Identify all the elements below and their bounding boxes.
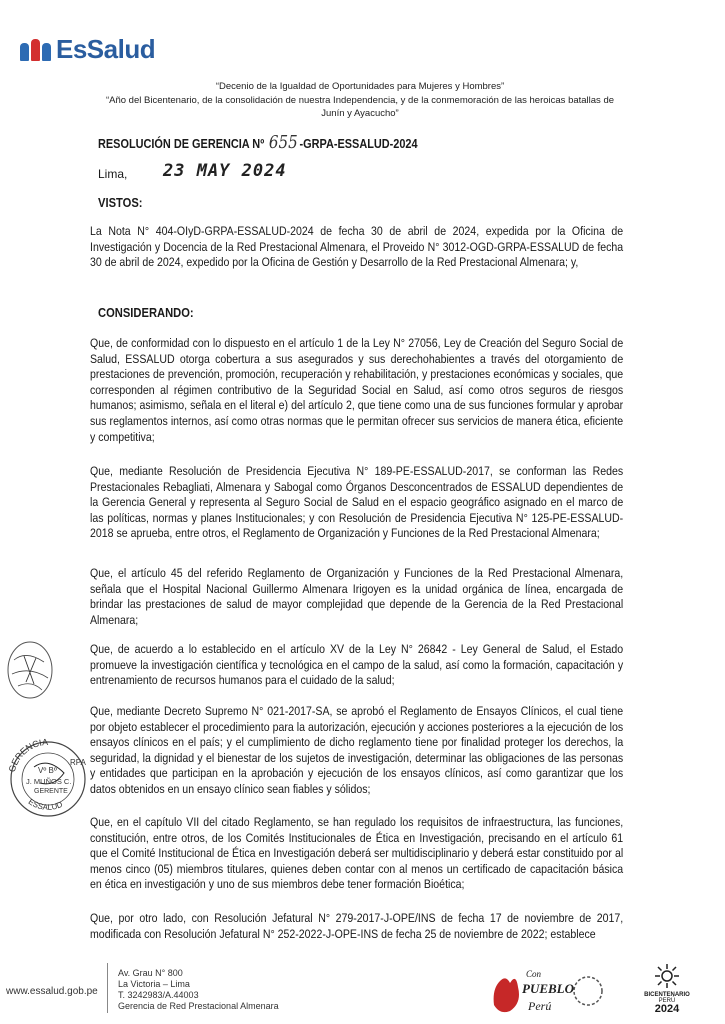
family-figures-icon bbox=[20, 39, 53, 61]
resolution-number: 655 bbox=[268, 132, 298, 153]
footer-divider bbox=[107, 963, 108, 1013]
svg-text:ESSALUD bbox=[27, 797, 64, 812]
initials-stamp-icon bbox=[4, 638, 58, 702]
footer-address bbox=[118, 968, 279, 1012]
footer-address-line: Av. Grau N° 800 bbox=[118, 968, 183, 978]
footer-address-line: La Victoria – Lima bbox=[118, 979, 190, 989]
stamp-right-text: RPA bbox=[70, 758, 86, 767]
pueblo-logo-con: Con bbox=[526, 969, 542, 979]
resolution-suffix: -GRPA-ESSALUD-2024 bbox=[299, 136, 418, 151]
bicentenario-country: PERÚ bbox=[658, 998, 676, 1004]
stamp-name: J. MUÑOS C. bbox=[26, 777, 72, 786]
header-decenio: “Decenio de la Igualdad de Oportunidades para Mujeres y Hombres” bbox=[215, 81, 505, 92]
paragraph-vistos: La Nota N° 404-OIyD-GRPA-ESSALUD-2024 de fecha 30 de abril de 2024, expedida por la Oficina de Investigación y Docencia de la Red Prestacional Almenara, el Proveido N° 3012-OGD-GRPA-ESSALUD de fecha 30 de abril de 2024, expedido por la Oficina de Gestión y Desarrollo de la Red Prestacional Almenara; y, bbox=[90, 224, 624, 270]
essalud-logo bbox=[20, 34, 155, 65]
pueblo-logo-peru: Perú bbox=[528, 999, 552, 1013]
date-stamp: 23 MAY 2024 bbox=[163, 161, 287, 181]
paragraph: Que, de acuerdo a lo establecido en el artículo XV de la Ley N° 26842 - Ley General de Salud, el Estado promueve la investigación científica y tecnológica en el campo de la salud, así como la formación, capacitación y entrenamiento de recursos humanos para el cuidado de la salud; bbox=[90, 642, 624, 688]
header-anio-bicentenario: “Año del Bicentenario, de la consolidación de nuestra Independencia, y de la conmemoración de las heroicas batallas de Junín y Ayacucho” bbox=[105, 95, 615, 119]
city-label: Lima, bbox=[98, 167, 128, 181]
paragraph: Que, mediante Decreto Supremo N° 021-2017-SA, se aprobó el Reglamento de Ensayos Clínicos, el cual tiene por objeto establecer el procedimiento para la autorización, ejecución y acciones posteriores a la ejecución de los ensayos clínicos en el país; y el cumplimiento de dicho reglamento tiene por finalidad proteger los derechos, la seguridad, la dignidad y el bienestar de los sujetos de investigación, determinar las obligaciones de las personas y entidades que participan en la aprobación y ejecución de los ensayos clínicos, así como garantizar que los datos obtenidos en un ensayo clínico sean fiables y sólidos; bbox=[90, 704, 624, 796]
brand-name: EsSalud bbox=[56, 34, 156, 64]
stamp-bottom-text: ESSALUD bbox=[26, 797, 64, 812]
resolution-title bbox=[98, 132, 418, 153]
bicentenario-logo bbox=[617, 962, 717, 1022]
stamp-role: GERENTE bbox=[34, 788, 68, 795]
pueblo-logo-pueblo: PUEBLO bbox=[522, 981, 574, 996]
vistos-heading: VISTOS: bbox=[98, 195, 143, 210]
resolution-prefix: RESOLUCIÓN DE GERENCIA Nº bbox=[98, 136, 265, 151]
footer-website: www.essalud.gob.pe bbox=[6, 986, 98, 997]
paragraph: Que, por otro lado, con Resolución Jefatural N° 279-2017-J-OPE/INS de fecha 17 de noviembre de 2017, modificada con Resolución Jefatural N° 252-2022-J-OPE-INS de fecha 25 de noviembre de 2022; establece bbox=[90, 911, 624, 941]
paragraph: Que, mediante Resolución de Presidencia Ejecutiva N° 189-PE-ESSALUD-2017, se conforman las Redes Prestacionales Rebagliati, Almenara y Sabogal como Órganos Desconcentrados de ESSALUD dependientes de la Gerencia General y representa al Seguro Social de Salud en el espacio geográfico asignado en el marco de las políticas, normas y planes Institucionales; y con Resolución de Presidencia Ejecutiva N° 125-PE-ESSALUD-2018 se aprueba, entre otros, el Reglamento de Organización y Funciones de la Red Prestacional Almenara; bbox=[90, 464, 624, 541]
stamp-top-text: GERENCIA bbox=[6, 737, 49, 774]
paragraph: Que, en el capítulo VII del citado Reglamento, se han regulado los requisitos de infraestructura, las funciones, constitución, entre otros, de los Comités Institucionales de Ética en Investigación, precisando en el artículo 61 que el Comité Institucional de Ética en Investigación deberá ser multidisciplinario y deberá estar constituido por al menos cinco (05) miembros titulares, quienes deben contar con al menos un certificado de capacitación básica en ética en investigación y uno de sus miembros debe tener formación Bioética; bbox=[90, 815, 624, 892]
footer-address-line: T. 3242983/A.44003 bbox=[118, 990, 199, 1000]
gerencia-vobo-stamp bbox=[4, 737, 92, 817]
bicentenario-sun-icon bbox=[653, 962, 681, 990]
considerando-heading: CONSIDERANDO: bbox=[98, 305, 194, 320]
stamp-mark: Vº Bº bbox=[38, 766, 57, 775]
bicentenario-year: 2024 bbox=[654, 1003, 680, 1015]
con-puebloe-peru-logo bbox=[488, 965, 608, 1017]
footer-address-line: Gerencia de Red Prestacional Almenara bbox=[118, 1001, 279, 1011]
paragraph: Que, de conformidad con lo dispuesto en el artículo 1 de la Ley N° 27056, Ley de Creación del Seguro Social de Salud, ESSALUD otorga cobertura a sus asegurados y sus derechohabientes a través del otorgamiento de prestaciones de prevención, promoción, recuperación y rehabilitación, y prestaciones económicas y sociales, que corresponden al régimen contributivo de la Seguridad Social en Salud, así como otros seguros de riesgos humanos; asimismo, señala en el literal e) del artículo 2, que tiene como una de sus funciones formular y aprobar sus reglamentos internos, así como otras normas que le permitan ofrecer sus servicios de manera ética, eficiente y competitiva; bbox=[90, 336, 624, 444]
bicentenario-label: BICENTENARIO bbox=[644, 992, 690, 998]
paragraph: Que, el artículo 45 del referido Reglamento de Organización y Funciones de la Red Prestacional Almenara, señala que el Hospital Nacional Guillermo Almenara Irigoyen es la unidad orgánica de línea, encargada de brindar las prestaciones de salud de mayor complejidad que depende de la Gerencia de la Red Prestacional Almenara; bbox=[90, 566, 624, 627]
